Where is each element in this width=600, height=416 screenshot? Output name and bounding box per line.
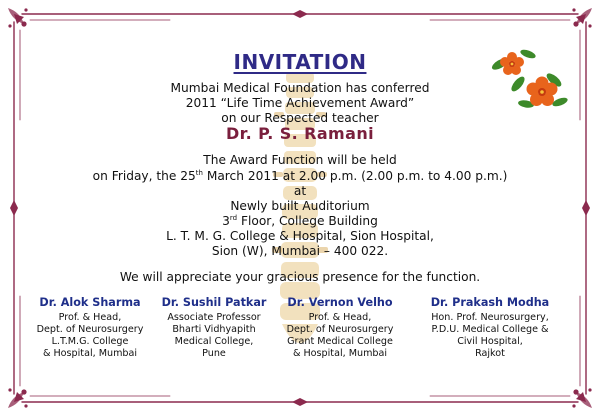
signatory-line: Bharti Vidhyapith (172, 324, 256, 335)
signatory-3 (270, 297, 410, 360)
event-line-1: The Award Function will be held (203, 153, 397, 167)
signatory-line: Hon. Prof. Neurosurgery, (431, 312, 549, 323)
event-at: at (293, 184, 307, 198)
signatory-line: & Hospital, Mumbai (292, 348, 388, 359)
event-date-suffix: th (195, 168, 203, 177)
signatory-4 (420, 297, 560, 360)
signatory-line: P.D.U. Medical College & (431, 324, 549, 335)
signatory-name: Dr. Vernon Velho (287, 296, 393, 309)
event-college: L. T. M. G. College & Hospital, Sion Hospital, (166, 229, 434, 243)
signatory-line: Associate Professor (167, 312, 261, 323)
honoree-name: Dr. P. S. Ramani (225, 124, 374, 143)
event-floor-prefix: 3 (222, 214, 230, 228)
event-venue: Newly built Auditorium (230, 199, 370, 213)
event-floor-rest: Floor, College Building (237, 214, 378, 228)
intro-line-1: Mumbai Medical Foundation has conferred (170, 81, 430, 95)
signatory-line: Rajkot (475, 348, 505, 359)
intro-line-2: 2011 “Life Time Achievement Award” (185, 96, 415, 110)
event-date-line (0, 168, 600, 184)
signatory-line: Pune (202, 348, 226, 359)
signatory-line: L.T.M.G. College (51, 336, 129, 347)
signatory-line: Grant Medical College (287, 336, 393, 347)
signatory-line: Prof. & Head, (58, 312, 122, 323)
signatory-line: Dept. of Neurosurgery (286, 324, 394, 335)
signatory-line: Prof. & Head, (308, 312, 372, 323)
signatory-2 (144, 297, 284, 360)
closing-line: We will appreciate your gracious presence for the function. (119, 270, 481, 284)
event-date-prefix: on Friday, the 25 (92, 169, 196, 183)
event-address: Sion (W), Mumbai – 400 022. (211, 244, 389, 258)
signatory-line: Civil Hospital, (457, 336, 523, 347)
event-floor-line (0, 213, 600, 229)
signatory-1 (20, 297, 160, 360)
signatory-name: Dr. Prakash Modha (430, 296, 550, 309)
invitation-title (0, 50, 600, 74)
signatory-line: Medical College, (174, 336, 254, 347)
invitation-title-text: INVITATION (233, 50, 367, 74)
signatory-name: Dr. Alok Sharma (39, 296, 141, 309)
signatory-line: Dept. of Neurosurgery (36, 324, 144, 335)
signatory-line: & Hospital, Mumbai (42, 348, 138, 359)
signatory-name: Dr. Sushil Patkar (161, 296, 267, 309)
event-floor-suffix: rd (229, 213, 238, 222)
intro-line-3: on our Respected teacher (221, 111, 379, 125)
event-date-rest: March 2011 at 2.00 p.m. (2.00 p.m. to 4.00 p.m.) (202, 169, 508, 183)
